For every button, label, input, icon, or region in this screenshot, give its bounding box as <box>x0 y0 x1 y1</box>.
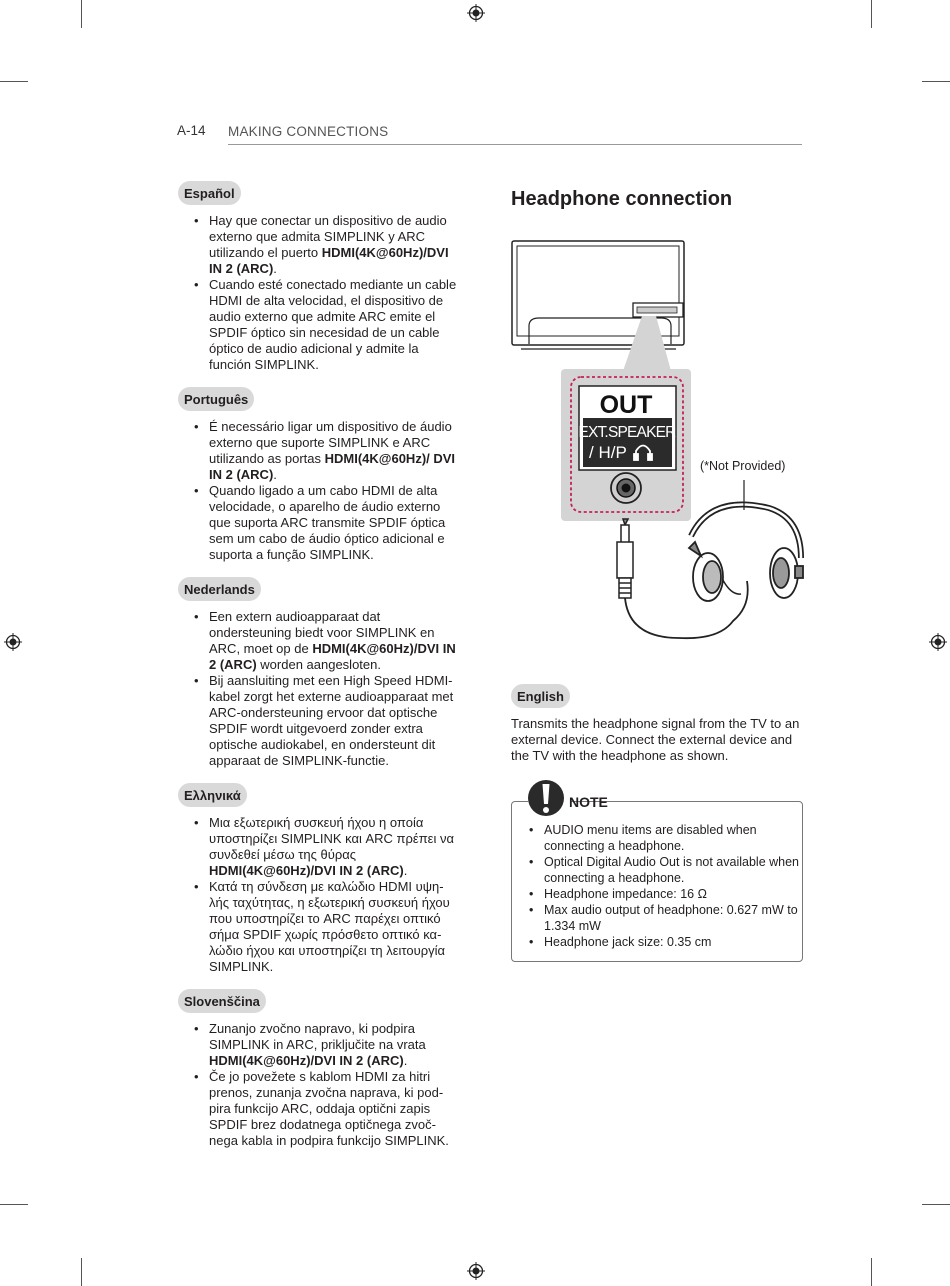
right-column <box>511 186 803 212</box>
note-item: • AUDIO menu items are disabled when connecting a headphone. <box>544 822 819 854</box>
crop-mark <box>81 0 82 28</box>
language-section <box>178 181 463 373</box>
audio-jack-icon <box>611 473 641 503</box>
registration-mark-icon <box>467 1262 485 1280</box>
text-segment: Quando ligado a um cabo HDMI de alta velocidade, o aparelho de áudio externo que suporta ARC transmite SPDIF óptica sem um cabo de áudio óptico adicional e suporta a função SIMPLINK. <box>209 483 446 562</box>
bullet-item <box>209 1069 463 1149</box>
note-label: NOTE <box>569 794 608 810</box>
audio-plug-icon <box>617 519 633 598</box>
bullet-item <box>209 609 463 673</box>
bullet-list <box>178 213 463 373</box>
bullet-item <box>209 815 463 879</box>
note-item: • Headphone impedance: 16 Ω <box>544 886 819 902</box>
crop-mark <box>0 1204 28 1205</box>
crop-mark <box>871 0 872 28</box>
language-section <box>178 783 463 975</box>
text-segment: . <box>273 467 277 482</box>
not-provided-label: (*Not Provided) <box>700 459 786 473</box>
crop-mark <box>81 1258 82 1286</box>
language-label: Slovenščina <box>178 989 266 1013</box>
note-item: • Max audio output of headphone: 0.627 mW to 1.334 mW <box>544 902 819 934</box>
bullet-item <box>209 213 463 277</box>
port-name: HDMI(4K@60Hz)/DVI IN 2 (ARC) <box>209 863 404 878</box>
text-segment: Bij aansluiting met een High Speed HDMI-kabel zorgt het externe audioapparaat met ARC-ondersteuning ervoor dat optische SPDIF wordt uitgevoerd zonder extra optische audiokabel, en ondersteunt dit apparaat de SIMPLINK-functie. <box>209 673 454 768</box>
port-hp-label: / H/P <box>589 443 627 462</box>
port-name: HDMI(4K@60Hz)/ DVI IN 2 (ARC) <box>209 451 456 482</box>
bullet-list <box>178 609 463 769</box>
registration-mark-icon <box>467 4 485 22</box>
text-segment: Een extern audioapparaat dat ondersteuning biedt voor SIMPLINK en ARC, moet op de <box>209 609 435 656</box>
language-section <box>178 989 463 1149</box>
text-segment: . <box>273 261 277 276</box>
page-header <box>177 123 802 145</box>
bullet-list <box>178 1021 463 1149</box>
crop-mark <box>871 1258 872 1286</box>
note-item: • Headphone jack size: 0.35 cm <box>544 934 819 950</box>
english-description: Transmits the headphone signal from the TV to an external device. Connect the external device and the TV with the headphone as shown. <box>511 716 800 763</box>
text-segment: Hay que conectar un dispositivo de audio externo que admita SIMPLINK y ARC utilizando el puerto <box>209 213 447 260</box>
language-section <box>178 387 463 563</box>
port-name: HDMI(4K@60Hz)/DVI IN 2 (ARC) <box>209 1053 404 1068</box>
bullet-item <box>209 419 463 483</box>
port-name: HDMI(4K@60Hz)/DVI IN 2 (ARC) <box>209 641 456 672</box>
section-title: MAKING CONNECTIONS <box>228 124 389 139</box>
page-number: A-14 <box>177 123 206 138</box>
port-out-label: OUT <box>599 391 653 419</box>
exclamation-icon <box>528 778 564 818</box>
registration-mark-icon <box>929 633 947 651</box>
header-rule <box>228 144 802 145</box>
bullet-item <box>209 277 463 373</box>
port-name: HDMI(4K@60Hz)/DVI IN 2 (ARC) <box>209 245 449 276</box>
text-segment: . <box>403 863 408 878</box>
port-ext-speaker-label: EXT.SPEAKER <box>578 424 676 441</box>
crop-mark <box>922 1204 950 1205</box>
registration-mark-icon <box>4 633 22 651</box>
language-label: Português <box>178 387 254 411</box>
text-segment: É necessário ligar um dispositivo de áudio externo que suporte SIMPLINK e ARC utilizando as portas <box>209 419 452 466</box>
text-segment: Če jo povežete s kablom HDMI za hitri prenos, zunanja zvočna naprava, ki pod-pira funkcijo ARC, oddaja optični zapis SPDIF brez dodatnega optičnega zvoč-nega kabla in podpira funkcijo SIMPLINK. <box>209 1069 449 1148</box>
crop-mark <box>922 81 950 82</box>
note-header <box>528 778 608 818</box>
bullet-item <box>209 1021 463 1069</box>
text-segment: Κατά τη σύνδεση με καλώδιο HDMI υψη-λής ταχύτητας, η εξωτερική συσκευή ήχου που υποστηρίζει το ARC παρέχει οπτικό σήμα SPDIF χωρίς πρόσθετο οπτικό κα-λώδιο ήχου και υποστηρίζει τη λειτουργία SIMPLINK. <box>209 879 450 974</box>
language-label: Ελληνικά <box>178 783 247 807</box>
language-sections <box>178 181 463 1163</box>
text-segment: worden aangesloten. <box>256 657 381 672</box>
crop-mark <box>0 81 28 82</box>
bullet-item <box>209 673 463 769</box>
bullet-item <box>209 879 463 975</box>
language-label: Nederlands <box>178 577 261 601</box>
language-label: Español <box>178 181 241 205</box>
section-heading: Headphone connection <box>511 188 733 210</box>
headphones-illustration <box>689 505 803 602</box>
bullet-item <box>209 483 463 563</box>
headphone-connection-diagram <box>511 236 806 646</box>
english-section <box>511 684 803 764</box>
bullet-list <box>178 419 463 563</box>
note-box <box>511 794 803 962</box>
text-segment: Μια εξωτερική συσκευή ήχου η οποία υποστηρίζει SIMPLINK και ARC πρέπει να συνδεθεί μέσω της θύρας <box>209 815 454 862</box>
language-label-english: English <box>511 684 570 708</box>
language-section <box>178 577 463 769</box>
text-segment: Cuando esté conectado mediante un cable HDMI de alta velocidad, el dispositivo de audio externo que admite ARC emite el SPDIF óptico sin necesidad de un cable óptico de audio adicional y admite la función SIMPLINK. <box>209 277 457 372</box>
text-segment: . <box>403 1053 408 1068</box>
text-segment: Zunanjo zvočno napravo, ki podpira SIMPLINK in ARC, priključite na vrata <box>209 1021 426 1052</box>
note-list <box>512 822 819 950</box>
bullet-list <box>178 815 463 975</box>
note-item: • Optical Digital Audio Out is not available when connecting a headphone. <box>544 854 819 886</box>
